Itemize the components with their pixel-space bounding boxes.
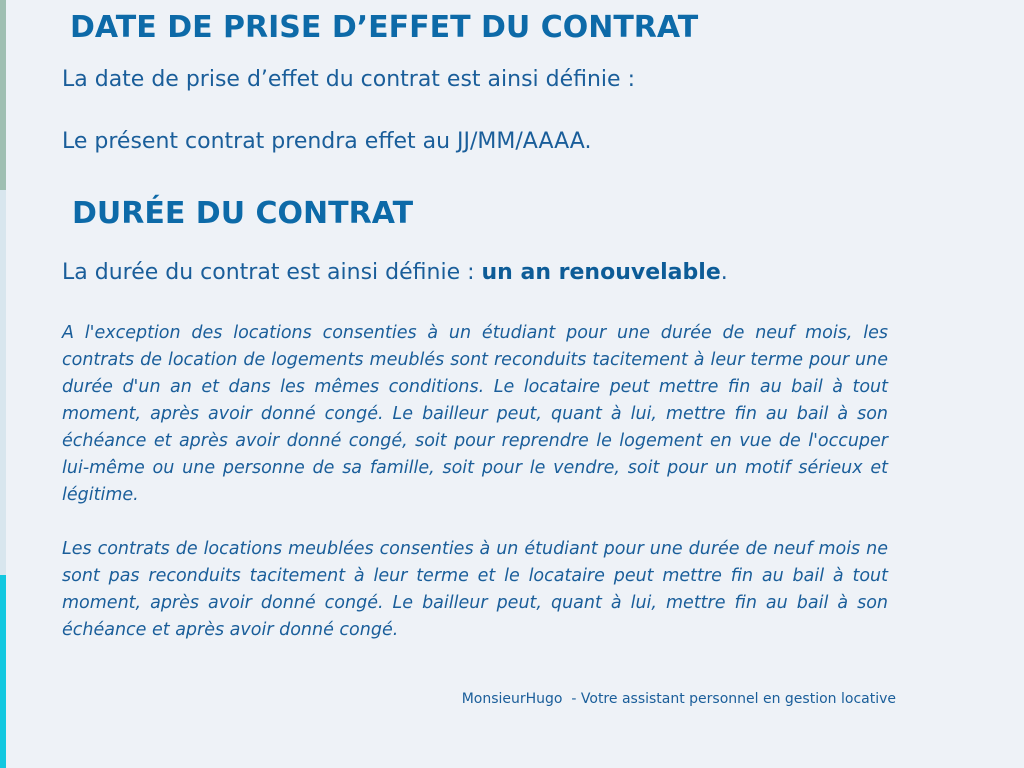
decorative-edge-strip-bottom [0,575,6,768]
duration-prefix: La durée du contrat est ainsi définie : [62,260,482,285]
duration-paragraph-renewal: A l'exception des locations consenties à un étudiant pour une durée de neuf mois, les contrats de location de logements meublés sont reconduits tacitement à leur terme pour une durée d'un an et dans les mêmes conditions. Le locataire peut mettre fin au bail à tout moment, après avoir donné congé. Le bailleur peut, quant à lui, mettre fin au bail à son échéance et après avoir donné congé, soit pour reprendre le logement en vue de l'occuper lui-même ou une personne de sa famille, soit pour le vendre, soit pour un motif sérieux et légitime. [62,323,888,505]
duration-definition [62,260,728,285]
decorative-edge-strip-top [0,0,6,190]
section-heading-effective-date: DATE DE PRISE D’EFFET DU CONTRAT [70,10,699,45]
effective-date-statement: Le présent contrat prendra effet au JJ/MM/AAAA. [62,129,592,154]
effective-date-intro: La date de prise d’effet du contrat est ainsi définie : [62,67,635,92]
duration-suffix: . [720,260,728,285]
duration-value: un an renouvelable [481,260,721,285]
section-heading-duration: DURÉE DU CONTRAT [72,196,414,231]
footer-tagline: MonsieurHugo - Votre assistant personnel en gestion locative [461,691,896,707]
duration-paragraph-student: Les contrats de locations meublées consenties à un étudiant pour une durée de neuf mois ne sont pas reconduits tacitement à leur terme et le locataire peut mettre fin au bail à tout moment, après avoir donné congé. Le bailleur peut, quant à lui, mettre fin au bail à son échéance et après avoir donné congé. [62,539,888,640]
decorative-edge-strip-middle [0,190,6,575]
